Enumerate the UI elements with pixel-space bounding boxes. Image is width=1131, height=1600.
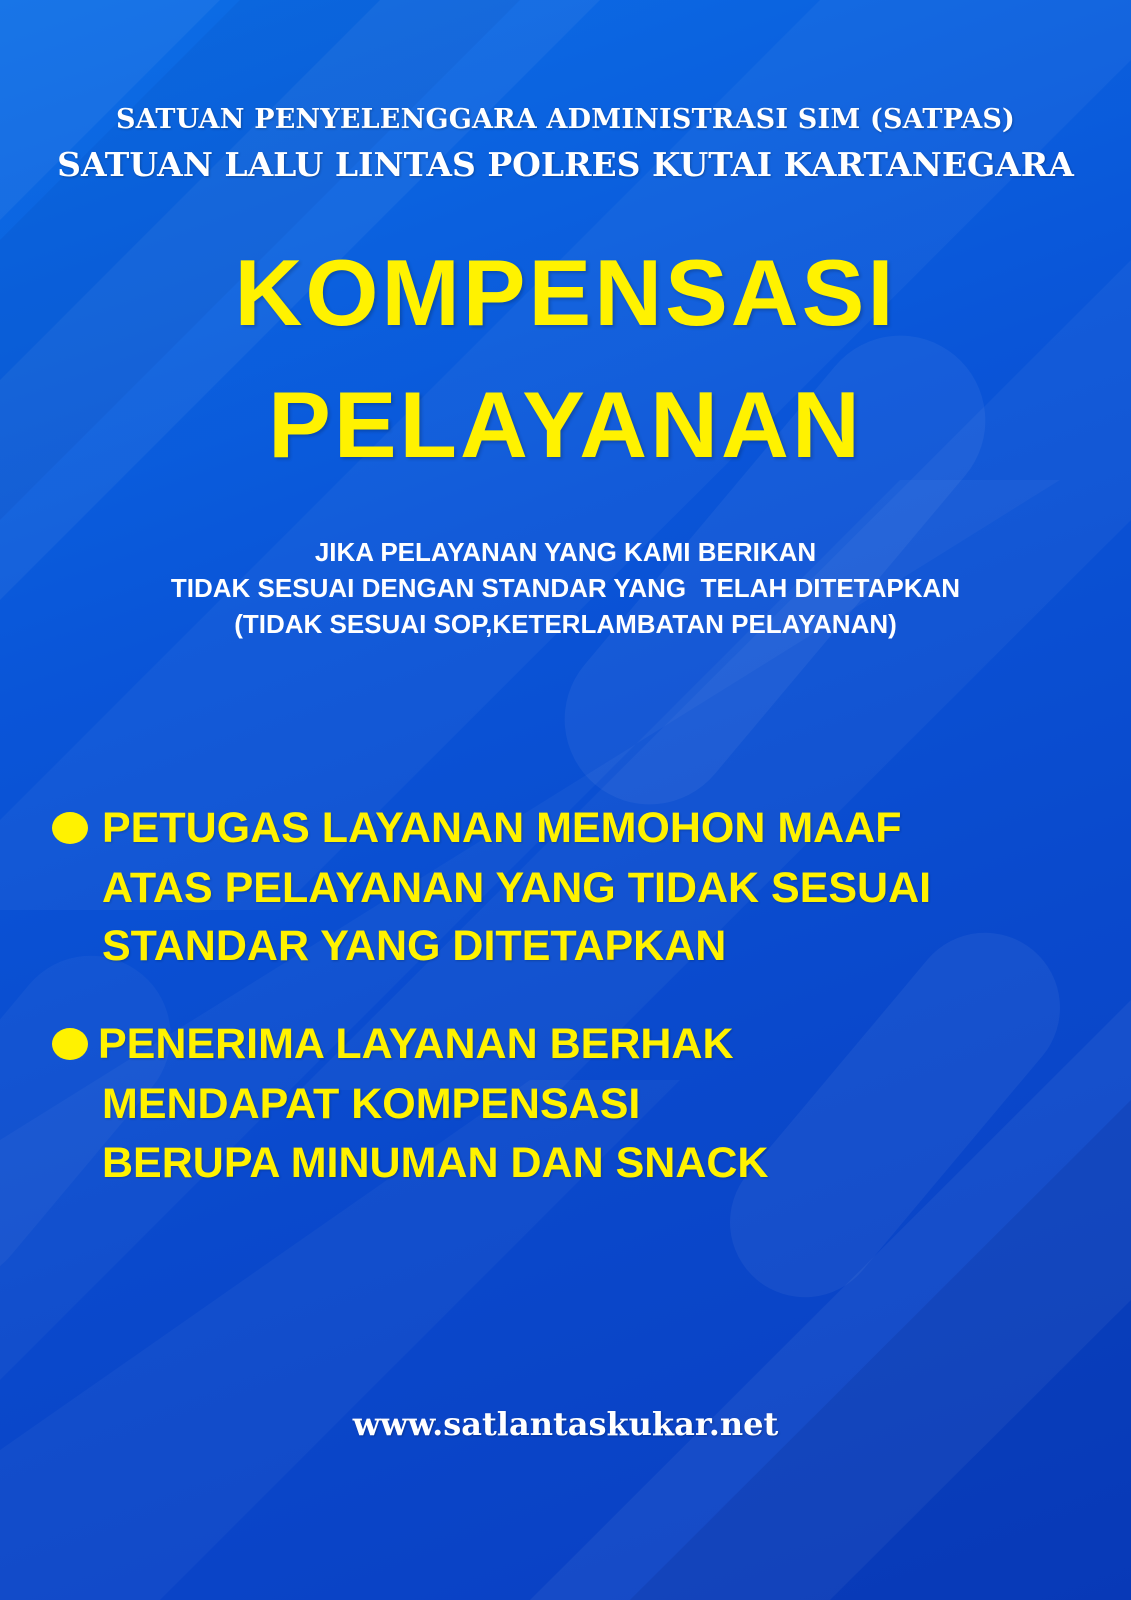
bullet-1-line-2: ATAS PELAYANAN YANG TIDAK SESUAI <box>102 864 932 912</box>
bullet-2-line-1: PENERIMA LAYANAN BERHAK <box>98 1020 734 1068</box>
condition-line-3: (TIDAK SESUAI SOP,KETERLAMBATAN PELAYANAN) <box>234 609 897 639</box>
bullet-dot-icon <box>52 1028 88 1060</box>
footer-website-link[interactable]: www.satlantaskukar.net <box>352 1405 779 1443</box>
condition-line-2: TIDAK SESUAI DENGAN STANDAR YANG TELAH DITETAPKAN <box>170 573 961 603</box>
title-line-1: KOMPENSASI <box>234 240 897 345</box>
header-unit: SATUAN LALU LINTAS POLRES KUTAI KARTANEGARA <box>57 145 1074 184</box>
title-line-2: PELAYANAN <box>268 372 863 477</box>
bullet-dot-icon <box>52 812 88 844</box>
condition-line-1: JIKA PELAYANAN YANG KAMI BERIKAN <box>314 537 817 567</box>
bullet-1-line-1: PETUGAS LAYANAN MEMOHON MAAF <box>102 804 902 852</box>
bullet-1-line-3: STANDAR YANG DITETAPKAN <box>102 922 727 970</box>
header-organization: SATUAN PENYELENGGARA ADMINISTRASI SIM (SATPAS) <box>115 104 1016 135</box>
bullet-2-line-2: MENDAPAT KOMPENSASI <box>102 1080 641 1128</box>
bullet-2-line-3: BERUPA MINUMAN DAN SNACK <box>102 1139 769 1187</box>
